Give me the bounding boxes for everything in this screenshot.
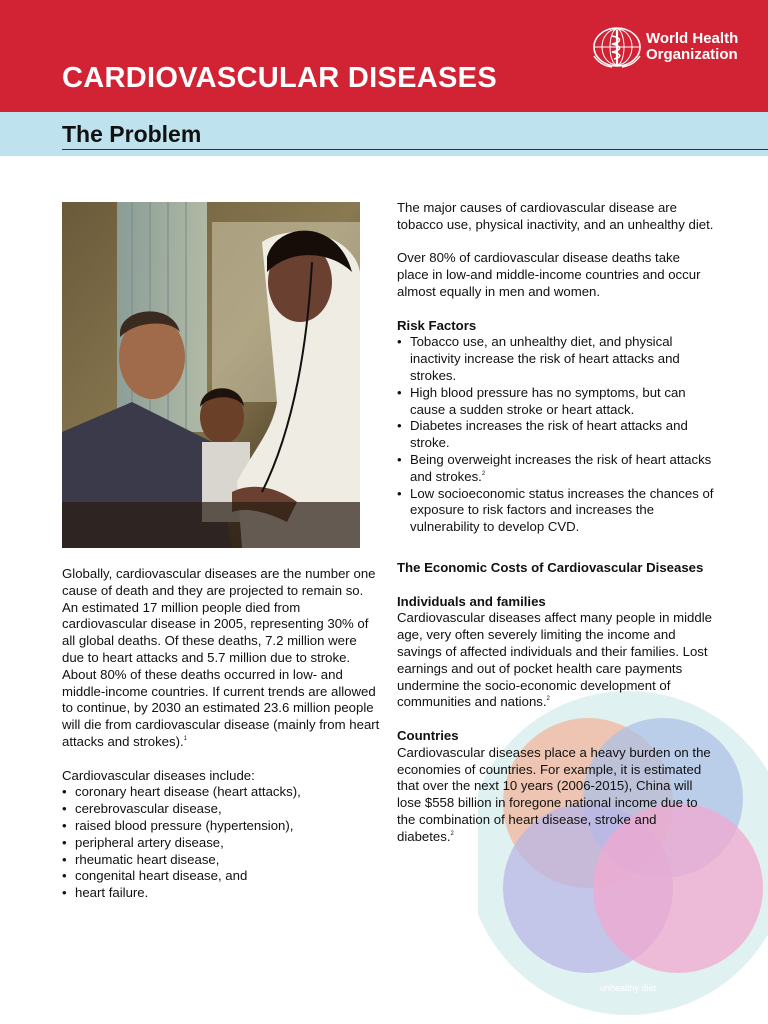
who-emblem-icon bbox=[592, 26, 642, 68]
list-item: • heart failure. bbox=[62, 885, 380, 902]
risk-text: Diabetes increases the risk of heart attacks and stroke. bbox=[410, 418, 688, 451]
intro-paragraph bbox=[62, 566, 380, 751]
list-item: • coronary heart disease (heart attacks), bbox=[62, 784, 380, 801]
risk-text: Tobacco use, an unhealthy diet, and physical inactivity increase the risk of heart attacks and strokes. bbox=[410, 334, 680, 383]
circle-label: unhealthy diet bbox=[599, 983, 657, 993]
doctor-patient-photo bbox=[62, 202, 360, 548]
individuals-heading: Individuals and families bbox=[397, 593, 546, 609]
subtitle-rule bbox=[62, 149, 768, 150]
individuals-text: Cardiovascular diseases affect many people in middle age, very often severely limiting the income and savings of affected individuals and their families. Lost earnings and out of pocket health care payments undermine the socio-economic development of communities and nations. bbox=[397, 610, 712, 710]
economic-costs-heading: The Economic Costs of Cardiovascular Diseases bbox=[397, 559, 704, 575]
risk-factors-heading: Risk Factors bbox=[397, 317, 477, 333]
list-item: • rheumatic heart disease, bbox=[62, 852, 380, 869]
deaths-paragraph: Over 80% of cardiovascular disease deaths take place in low-and middle-income countries and occur almost equally in men and women. bbox=[397, 250, 701, 299]
right-column bbox=[397, 200, 715, 845]
countries-ref: 2 bbox=[450, 830, 454, 837]
section-subtitle: The Problem bbox=[62, 121, 202, 147]
countries-text: Cardiovascular diseases place a heavy burden on the economies of countries. For example, it is estimated that over the next 10 years (2006-2015), China will lose $558 billion in foregone national income due to the combination of heart disease, stroke and diabetes. bbox=[397, 744, 711, 844]
causes-paragraph: The major causes of cardiovascular disease are tobacco use, physical inactivity, and an unhealthy diet. bbox=[397, 200, 714, 232]
include-heading: Cardiovascular diseases include: bbox=[62, 767, 255, 783]
who-name-line2: Organization bbox=[646, 46, 738, 63]
list-item bbox=[397, 486, 715, 536]
intro-ref: 1 bbox=[183, 735, 188, 742]
left-column bbox=[62, 566, 380, 902]
disease-list bbox=[62, 784, 380, 902]
individuals-paragraph bbox=[397, 610, 715, 711]
list-item bbox=[397, 385, 715, 419]
list-item bbox=[397, 334, 715, 384]
list-item: • cerebrovascular disease, bbox=[62, 801, 380, 818]
intro-text: Globally, cardiovascular diseases are the number one cause of death and they are projected to remain so. An estimated 17 million people died from cardiovascular disease in 2005, representing 30% of all global deaths. Of these deaths, 7.2 million were due to heart attacks and 5.7 million due to stroke. About 80% of these deaths occurred in low- and middle-income countries. If current trends are allowed to continue, by 2030 an estimated 23.6 million people will die from cardiovascular disease (mainly from heart attacks and strokes). bbox=[62, 566, 380, 749]
risk-text: Low socioeconomic status increases the chances of exposure to risk factors and increases the vulnerability to develop CVD. bbox=[410, 485, 714, 535]
risk-ref: 2 bbox=[481, 470, 486, 477]
who-logo bbox=[592, 26, 738, 68]
risk-text: High blood pressure has no symptoms, but can cause a sudden stroke or heart attack. bbox=[410, 384, 686, 417]
individuals-ref: 2 bbox=[546, 696, 550, 703]
list-item: • peripheral artery disease, bbox=[62, 835, 380, 852]
countries-heading: Countries bbox=[397, 727, 459, 743]
risk-factors-list bbox=[397, 334, 715, 536]
who-name-line1: World Health bbox=[646, 30, 739, 47]
who-wordmark bbox=[646, 31, 738, 63]
list-item: • raised blood pressure (hypertension), bbox=[62, 818, 380, 835]
list-item bbox=[397, 418, 715, 452]
page-title: CARDIOVASCULAR DISEASES bbox=[62, 62, 497, 94]
list-item: • congenital heart disease, and bbox=[62, 868, 380, 885]
list-item bbox=[397, 452, 715, 486]
countries-paragraph bbox=[397, 745, 715, 846]
risk-text: Being overweight increases the risk of heart attacks and strokes. bbox=[410, 451, 712, 484]
